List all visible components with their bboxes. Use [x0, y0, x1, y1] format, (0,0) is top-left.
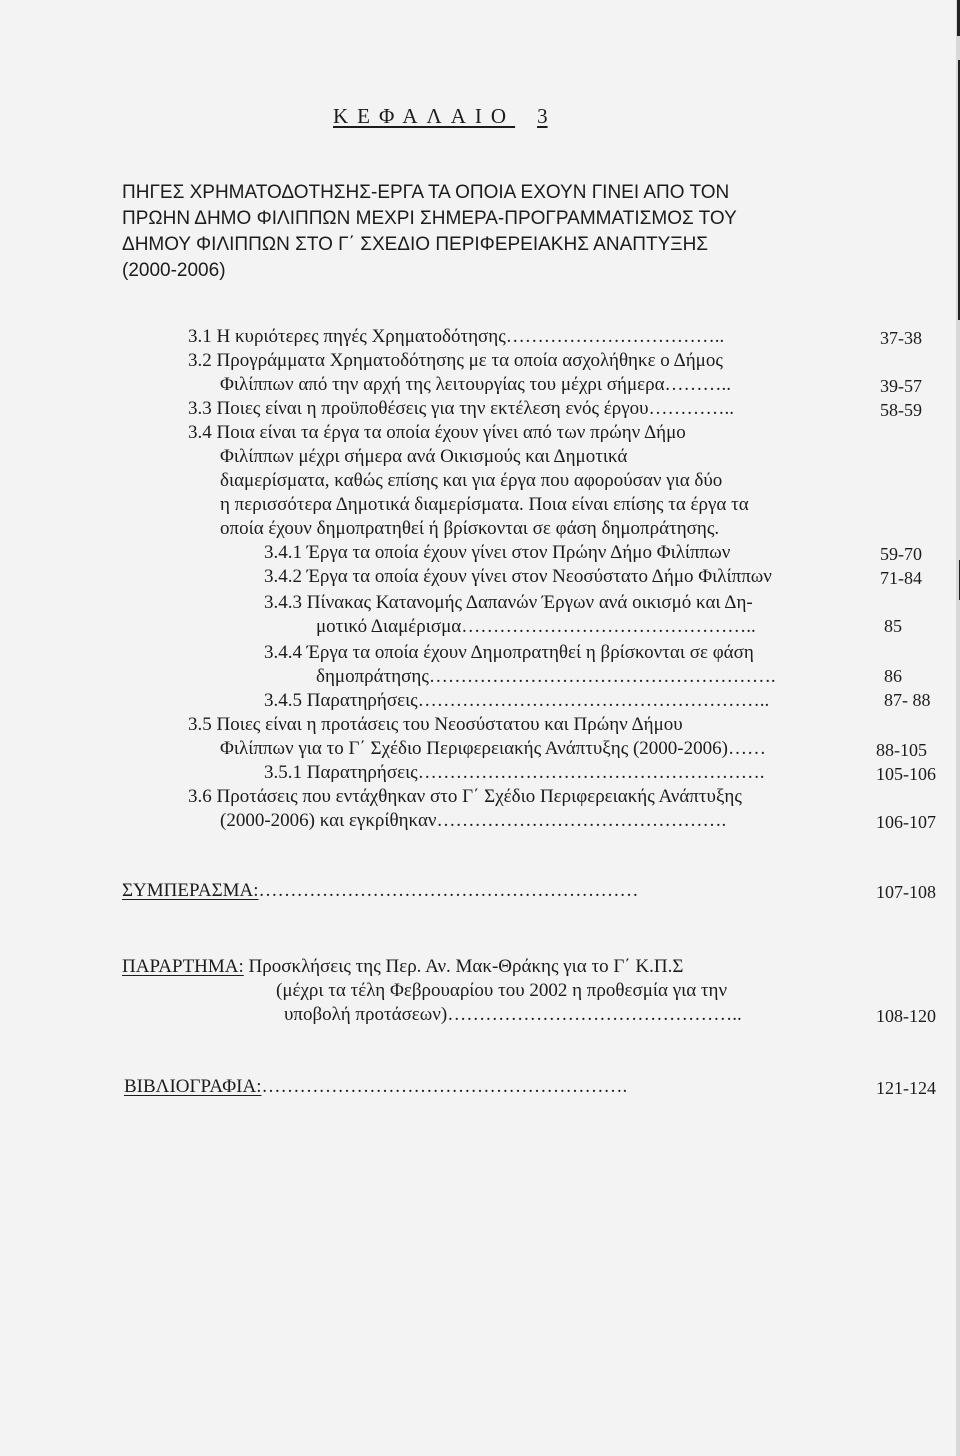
- toc-page-3-4-1: 59-70: [880, 544, 922, 564]
- toc-entry-3-4-cont: η περισσότερα Δημοτικά διαμερίσματα. Ποια είναι επίσης τα έργα τα: [220, 494, 749, 515]
- heading-line: ΠΗΓΕΣ ΧΡΗΜΑΤΟΔΟΤΗΣΗΣ-ΕΡΓΑ ΤΑ ΟΠΟΙΑ ΕΧΟΥΝ ΓΙΝΕΙ ΑΠΟ ΤΟΝ: [122, 182, 730, 203]
- toc-page-3-5-1: 105-106: [876, 764, 936, 784]
- heading-line: ΠΡΩΗΝ ΔΗΜΟ ΦΙΛΙΠΠΩΝ ΜΕΧΡΙ ΣΗΜΕΡΑ-ΠΡΟΓΡΑΜΜΑΤΙΣΜΟΣ ΤΟΥ: [122, 208, 737, 229]
- toc-entry-3-4-2: 3.4.2 Έργα τα οποία έχουν γίνει στον Νεοσύστατο Δήμο Φιλίππων: [264, 566, 772, 587]
- appendix-entry: ΠΑΡΑΡΤΗΜΑ: Προσκλήσεις της Περ. Αν. Μακ-Θράκης για το Γ΄ Κ.Π.Σ: [122, 956, 684, 977]
- toc-page-3-4-5: 87- 88: [884, 690, 931, 710]
- chapter-word: ΚΕΦΑΛΑΙΟ: [333, 104, 516, 128]
- appendix-pages: 108-120: [876, 1006, 936, 1026]
- appendix-label: ΠΑΡΑΡΤΗΜΑ:: [122, 956, 244, 977]
- toc-entry-3-3: 3.3 Ποιες είναι η προϋποθέσεις για την εκτέλεση ενός έργου…………..: [188, 398, 735, 419]
- toc-page-3-5: 88-105: [876, 740, 927, 760]
- toc-entry-3-4-4-cont: δημοπράτησης……………………………………………….: [316, 666, 776, 687]
- toc-entry-3-2: 3.2 Προγράμματα Χρηματοδότησης με τα οποία ασχολήθηκε ο Δήμος: [188, 350, 723, 371]
- toc-entry-3-4-3-cont: μοτικό Διαμέρισμα………………………………………..: [316, 616, 756, 637]
- conclusion-label: ΣΥΜΠΕΡΑΣΜΑ:: [122, 880, 259, 901]
- toc-entry-3-4-1: 3.4.1 Έργα τα οποία έχουν γίνει στον Πρώην Δήμο Φιλίππων: [264, 542, 731, 563]
- toc-page-3-4-2: 71-84: [880, 568, 922, 588]
- heading-line: (2000-2006): [122, 260, 226, 281]
- appendix-entry-cont: (μέχρι τα τέλη Φεβρουαρίου του 2002 η προθεσμία για την: [276, 980, 728, 1001]
- toc-entry-3-5-1: 3.5.1 Παρατηρήσεις……………………………………………….: [264, 762, 765, 783]
- bibliography-pages: 121-124: [876, 1078, 936, 1098]
- toc-entry-3-6: 3.6 Προτάσεις που εντάχθηκαν στο Γ΄ Σχέδιο Περιφερειακής Ανάπτυξης: [188, 786, 742, 807]
- toc-entry-3-2-cont: Φιλίππων από την αρχή της λειτουργίας του μέχρι σήμερα………..: [220, 374, 732, 395]
- toc-entry-3-4-cont: οποία έχουν δημοπρατηθεί ή βρίσκονται σε φάση δημοπράτησης.: [220, 518, 720, 539]
- conclusion-entry: ΣΥΜΠΕΡΑΣΜΑ:……………………………………………………: [122, 880, 639, 901]
- toc-page-3-2: 39-57: [880, 376, 922, 396]
- toc-entry-3-5: 3.5 Ποιες είναι η προτάσεις του Νεοσύστατου και Πρώην Δήμου: [188, 714, 683, 735]
- toc-entry-3-4-5: 3.4.5 Παρατηρήσεις………………………………………………..: [264, 690, 770, 711]
- appendix-entry-cont: υποβολή προτάσεων)………………………………………..: [284, 1004, 742, 1025]
- toc-entry-3-4: 3.4 Ποια είναι τα έργα τα οποία έχουν γίνει από των πρώην Δήμο: [188, 422, 686, 443]
- bibliography-entry: ΒΙΒΛΙΟΓΡΑΦΙΑ:………………………………………………….: [124, 1076, 628, 1097]
- toc-entry-3-1: 3.1 Η κυριότερες πηγές Χρηματοδότησης……………………………..: [188, 326, 725, 347]
- toc-entry-3-4-cont: διαμερίσματα, καθώς επίσης και για έργα που αφορούσαν για δύο: [220, 470, 723, 491]
- conclusion-pages: 107-108: [876, 882, 936, 902]
- toc-entry-3-6-cont: (2000-2006) και εγκρίθηκαν……………………………………….: [220, 810, 727, 831]
- toc-entry-3-4-cont: Φιλίππων μέχρι σήμερα ανά Οικισμούς και Δημοτικά: [220, 446, 628, 467]
- heading-line: ΔΗΜΟΥ ΦΙΛΙΠΠΩΝ ΣΤΟ Γ΄ ΣΧΕΔΙΟ ΠΕΡΙΦΕΡΕΙΑΚΗΣ ΑΝΑΠΤΥΞΗΣ: [122, 234, 709, 255]
- bibliography-label: ΒΙΒΛΙΟΓΡΑΦΙΑ:: [124, 1076, 262, 1097]
- toc-page-3-6: 106-107: [876, 812, 936, 832]
- toc-entry-3-4-3: 3.4.3 Πίνακας Κατανομής Δαπανών Έργων ανά οικισμό και Δη-: [264, 592, 753, 613]
- chapter-heading: [122, 180, 882, 284]
- toc-page-3-4-3: 85: [884, 616, 902, 636]
- toc-page-3-4-4: 86: [884, 666, 902, 686]
- chapter-title: [333, 104, 548, 129]
- toc-page-3-1: 37-38: [880, 328, 922, 348]
- toc-entry-3-5-cont: Φιλίππων για το Γ΄ Σχέδιο Περιφερειακής Ανάπτυξης (2000-2006)……: [220, 738, 766, 759]
- toc-entry-3-4-4: 3.4.4 Έργα τα οποία έχουν Δημοπρατηθεί η βρίσκονται σε φάση: [264, 642, 754, 663]
- chapter-number: 3: [537, 104, 548, 128]
- toc-page-3-3: 58-59: [880, 400, 922, 420]
